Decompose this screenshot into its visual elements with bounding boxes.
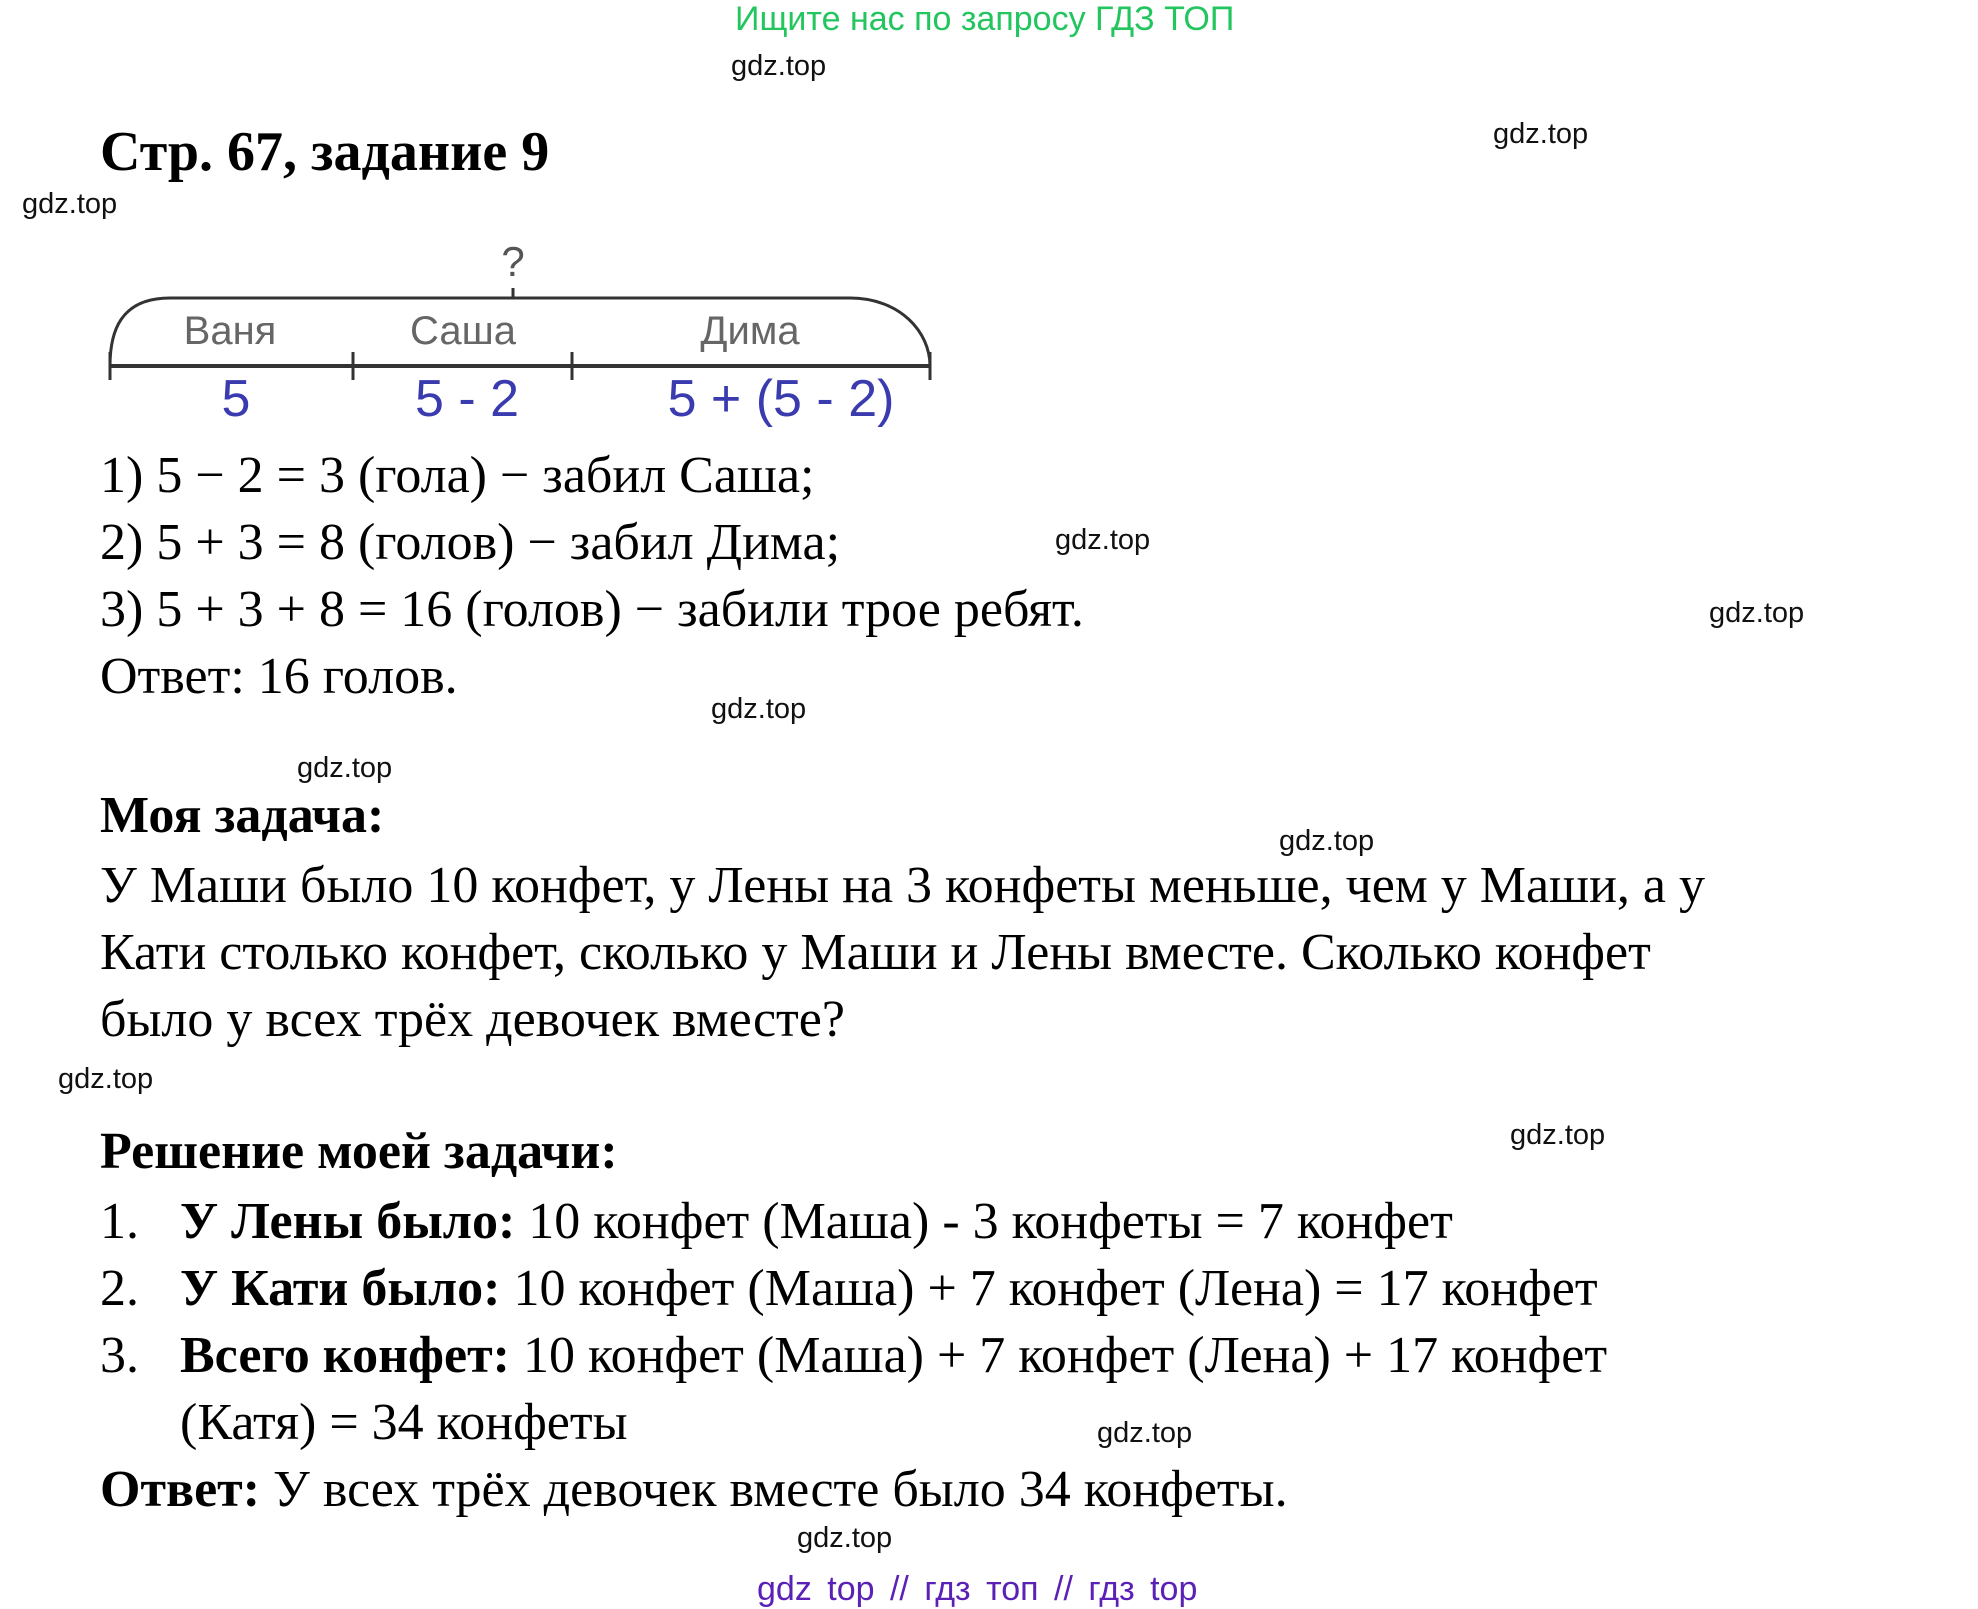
- my-task-text: [100, 852, 1705, 1053]
- solution-item: [100, 1322, 1607, 1389]
- my-task-line: Кати столько конфет, сколько у Маши и Лены вместе. Сколько конфет: [100, 924, 1651, 981]
- answer-text: У всех трёх девочек вместе было 34 конфеты.: [260, 1461, 1288, 1518]
- watermark: gdz.top: [1510, 1119, 1606, 1151]
- answer-label: Ответ:: [100, 1461, 261, 1518]
- value-dima: 5 + (5 - 2): [667, 370, 895, 428]
- page-title: Стр. 67, задание 9: [100, 121, 550, 183]
- item-label: Всего конфет:: [180, 1327, 510, 1384]
- my-task-line: было у всех трёх девочек вместе?: [100, 991, 845, 1048]
- label-vanya: Ваня: [183, 309, 277, 353]
- watermark: gdz.top: [1279, 825, 1375, 857]
- footer-links[interactable]: gdz top // гдз топ // гдз top: [757, 1570, 1198, 1608]
- my-solution-heading: Решение моей задачи:: [100, 1123, 618, 1180]
- item-number: 2.: [100, 1260, 139, 1317]
- banner-text[interactable]: Ищите нас по запросу ГДЗ ТОП: [735, 0, 1235, 38]
- watermark: gdz.top: [297, 752, 393, 784]
- solution-line: 1) 5 − 2 = 3 (гола) − забил Саша;: [100, 447, 815, 504]
- watermark: gdz.top: [1709, 597, 1805, 629]
- label-sasha: Саша: [410, 309, 516, 353]
- segment-diagram: [100, 232, 940, 432]
- item-label: У Кати было:: [180, 1260, 501, 1317]
- watermark: gdz.top: [797, 1522, 893, 1554]
- item-number: 3.: [100, 1327, 139, 1384]
- solution-item: [100, 1188, 1607, 1255]
- my-solution-list: [100, 1188, 1607, 1523]
- item-continuation: (Катя) = 34 конфеты: [180, 1394, 628, 1451]
- my-task-heading: Моя задача:: [100, 787, 385, 844]
- item-text: 10 конфет (Маша) - 3 конфеты = 7 конфет: [515, 1193, 1453, 1250]
- solution-line: 2) 5 + 3 = 8 (голов) − забил Дима;: [100, 514, 841, 571]
- solution-line: 3) 5 + 3 + 8 = 16 (голов) − забили трое ребят.: [100, 581, 1084, 638]
- value-sasha: 5 - 2: [414, 370, 520, 428]
- value-vanya: 5: [221, 370, 251, 428]
- final-answer: [100, 1456, 1607, 1523]
- item-label: У Лены было:: [180, 1193, 516, 1250]
- watermark: gdz.top: [731, 50, 827, 82]
- question-mark: ?: [501, 238, 525, 285]
- watermark: gdz.top: [1493, 118, 1589, 150]
- item-number: 1.: [100, 1193, 139, 1250]
- item-text: 10 конфет (Маша) + 7 конфет (Лена) + 17 конфет: [509, 1327, 1608, 1384]
- answer-line: Ответ: 16 голов.: [100, 648, 458, 705]
- item-text: 10 конфет (Маша) + 7 конфет (Лена) = 17 конфет: [500, 1260, 1598, 1317]
- solution-item: [100, 1255, 1607, 1322]
- watermark: gdz.top: [58, 1063, 154, 1095]
- watermark: gdz.top: [22, 188, 118, 220]
- watermark: gdz.top: [711, 693, 807, 725]
- my-task-line: У Маши было 10 конфет, у Лены на 3 конфеты меньше, чем у Маши, а у: [100, 857, 1705, 914]
- watermark: gdz.top: [1097, 1417, 1193, 1449]
- watermark: gdz.top: [1055, 524, 1151, 556]
- label-dima: Дима: [700, 309, 800, 353]
